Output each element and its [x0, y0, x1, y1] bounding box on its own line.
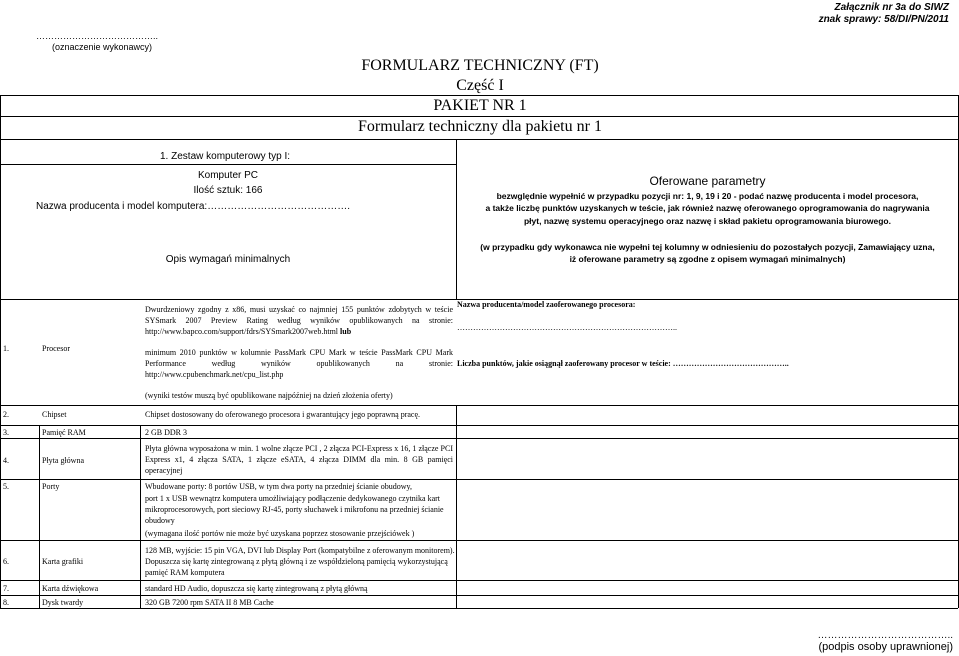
row5-desc-line2: port 1 x USB wewnątrz komputera umożliwiający podłączenie dedykowanego czytnika kart: [145, 494, 441, 503]
offered-params-line1: bezwględnie wypełnić w przypadku pozycji nr: 1, 9, 19 i 20 - podać nazwę producenta i model procesora,: [496, 191, 919, 201]
offered-params-title: Oferowane parametry: [649, 174, 766, 188]
quantity-label: Ilość sztuk: 166: [193, 185, 263, 196]
form-subtitle: Formularz techniczny dla pakietu nr 1: [358, 118, 602, 135]
row2-number: 2.: [3, 410, 9, 419]
row6-desc-line1: 128 MB, wyjście: 15 pin VGA, DVI lub Display Port (kompatybilne z oferowanym monitorem).: [145, 546, 455, 555]
case-sign: znak sprawy: 58/DI/PN/2011: [818, 14, 949, 25]
row8-desc: 320 GB 7200 rpm SATA II 8 MB Cache: [145, 598, 274, 607]
row4-name: Płyta główna: [42, 456, 84, 465]
offered-params-note1: (w przypadku gdy wykonawca nie wypełni tej kolumny w odniesieniu do pozostałych pozycji, Zamawiający uzna,: [480, 242, 935, 252]
row2-desc: Chipset dostosowany do oferowanego procesora i gwarantujący jego poprawną pracę.: [145, 410, 421, 419]
offered-params-line3: płyt, nazwę systemu operacyjnego oraz nazwę i skład pakietu oprogramowania biurowego.: [523, 216, 891, 226]
computer-set-label: 1. Zestaw komputerowy typ I:: [160, 151, 291, 162]
row7-name: Karta dźwiękowa: [42, 584, 99, 593]
row4-desc-line1: Płyta główna wyposażona w min. 1 wolne złącze PCI , 2 złącza PCI-Express x 16, 1 złącze PCI: [145, 444, 453, 453]
row5-desc-line4: obudowy: [145, 516, 175, 525]
computer-producer-field[interactable]: Nazwa producenta i model komputera:…………………………………….: [36, 201, 350, 212]
attachment-label: Załącznik nr 3a do SIWZ: [834, 2, 949, 13]
row5-name: Porty: [42, 482, 60, 491]
row1-offer-points-field[interactable]: Liczba punktów, jakie osiągnął zaoferowany procesor w teście: ……………………………………..: [457, 359, 789, 368]
row1-desc-line2: SYSmark 2007 Preview Rating według wyników opublikowanych na stronie:: [145, 316, 453, 325]
row3-number: 3.: [3, 428, 9, 437]
signature-dots[interactable]: …………………………………..: [817, 630, 953, 641]
row1-or-label: lub: [340, 327, 352, 336]
row8-number: 8.: [3, 598, 9, 607]
row1-passmark-link[interactable]: http://www.cpubenchmark.net/cpu_list.php: [145, 370, 284, 379]
requirements-header: Opis wymagań minimalnych: [165, 254, 291, 265]
row2-name: Chipset: [42, 410, 67, 419]
row7-number: 7.: [3, 584, 9, 593]
row4-number: 4.: [3, 456, 9, 465]
row1-desc-line3: [145, 326, 351, 338]
row6-desc-line2: Dopuszcza się kartę zintegrowaną z płytą główną i ze współdzieloną pamięcią wykorzystującą: [145, 557, 448, 566]
row6-number: 6.: [3, 557, 9, 566]
row1-desc-line1: Dwurdzeniowy zgodny z x86, musi uzyskać co najmniej 155 punktów zdobytych w teście: [145, 305, 453, 314]
row6-name: Karta grafiki: [42, 557, 84, 566]
row4-desc-line2: Express x1, 4 złącza SATA, 1 złącze eSATA, 4 złącza DIMM dla min. 8 GB pamięci: [145, 455, 453, 464]
row1-offer-processor-label: Nazwa producenta/model zaoferowanego procesora:: [457, 300, 636, 309]
offered-params-note2: iż oferowane parametry są zgodne z opisem wymagań minimalnych): [569, 254, 846, 264]
row4-desc-line3: operacyjnej: [145, 466, 183, 475]
signature-label: (podpis osoby uprawnionej): [818, 641, 953, 653]
row8-name: Dysk twardy: [42, 598, 84, 607]
row3-desc: 2 GB DDR 3: [145, 428, 188, 437]
row5-number: 5.: [3, 482, 9, 491]
row3-name: Pamięć RAM: [42, 428, 86, 437]
row1-number: 1.: [3, 344, 9, 353]
row5-desc-line5: (wymagana ilość portów nie może być uzyskana poprzez stosowanie przejściówek ): [145, 529, 415, 538]
page-title: FORMULARZ TECHNICZNY (FT): [361, 57, 599, 74]
offered-params-line2: a także liczbę punktów uzyskanych w teście, jak również nazwę oferowanego oprogramowania do nagrywania: [485, 203, 930, 213]
row5-desc-line1: Wbudowane porty: 8 portów USB, w tym dwa porty na przedniej ścianie obudowy,: [145, 482, 412, 491]
row7-desc: standard HD Audio, dopuszcza się kartę zintegrowaną z płytą główną: [145, 584, 368, 593]
part-title: Część I: [456, 77, 504, 94]
row6-desc-line3: pamięć RAM komputera: [145, 568, 225, 577]
row1-desc-line4: minimum 2010 punktów w kolumnie PassMark CPU Mark w teście PassMark CPU Mark: [145, 348, 453, 357]
item-label: Komputer PC: [197, 170, 259, 181]
row1-desc-line5: Performance według wyników opublikowanych na stronie:: [145, 359, 453, 368]
row1-desc-line7: (wyniki testów muszą być opublikowane najpóźniej na dzień złożenia oferty): [145, 391, 393, 400]
row5-desc-line3: mikroprocesorowych, port sieciowy RJ-45, porty słuchawek i mikrofonu na przedniej ścianie: [145, 505, 444, 514]
package-title: PAKIET NR 1: [433, 97, 527, 114]
row1-offer-processor-field[interactable]: ………………………………………………………………………..: [457, 323, 677, 332]
row1-name: Procesor: [42, 344, 70, 353]
contractor-dots: …………………………………..: [36, 31, 159, 41]
contractor-label: (oznaczenie wykonawcy): [52, 42, 153, 52]
row1-sysmark-link[interactable]: http://www.bapco.com/support/fdrs/SYSmark2007web.html: [145, 327, 339, 336]
